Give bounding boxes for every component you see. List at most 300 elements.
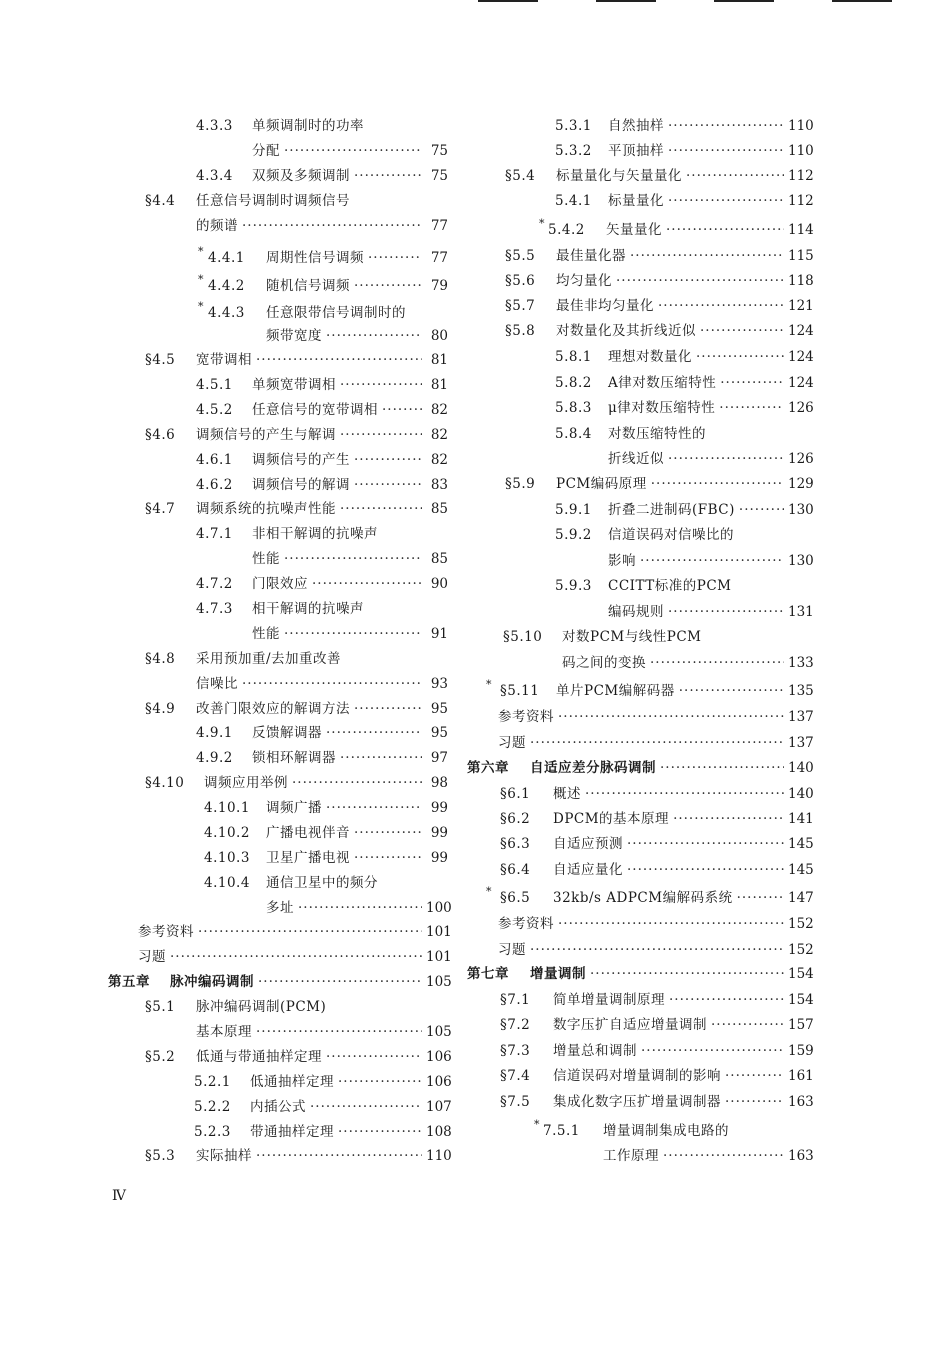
page-number: Ⅳ [112,1188,126,1204]
toc-entry [498,733,814,753]
toc-entry [498,914,814,934]
toc-entry-number: 4.3.4 [196,168,233,184]
toc-entry [555,398,814,418]
toc-entry-page: 110 [426,1148,452,1164]
toc-entry [608,551,814,571]
toc-entry-page: 82 [430,402,448,418]
toc-entry-page: 101 [426,949,452,965]
toc-entry-page: 80 [430,328,448,344]
toc-entry-title: 调频信号的解调 [252,477,350,493]
toc-entry-title: 单片PCM编解码器 [556,683,675,699]
toc-entry-number: §5.8 [505,323,536,339]
toc-entry-number: 4.5.1 [196,377,233,393]
toc-entry-title: 低通抽样定理 [250,1074,334,1090]
toc-entry [500,1041,814,1061]
toc-entry-number: §6.3 [500,836,531,852]
toc-entry-page: 99 [430,800,448,816]
toc-entry-number: 第七章 [467,966,509,982]
toc-entry-number: 第五章 [108,974,150,990]
toc-entry-title: A律对数压缩特性 [608,375,717,391]
toc-entry [498,940,814,960]
toc-entry [467,964,814,984]
toc-entry-title: 调频广播 [266,800,322,816]
toc-leader-dots [666,220,784,240]
toc-entry-title: CCITT标准的PCM [608,578,732,594]
toc-entry-title: 非相干解调的抗噪声 [252,526,378,542]
toc-leader-dots [696,347,784,367]
toc-leader-dots [650,653,784,673]
toc-entry-title: 双频及多频调制 [252,168,350,184]
toc-entry-title: 工作原理 [603,1148,659,1164]
toc-entry-page: 131 [788,604,814,620]
toc-entry-title: 信道误码对增量调制的影响 [553,1068,721,1084]
toc-entry [503,627,810,647]
toc-entry-number: §7.4 [500,1068,531,1084]
toc-entry-title: 自适应差分脉码调制 [530,760,656,776]
toc-leader-dots [585,784,784,804]
toc-entry-page: 112 [788,193,814,209]
toc-entry-number: §4.4 [145,193,176,209]
toc-entry [562,653,814,673]
toc-entry-title: 低通与带通抽样定理 [196,1049,322,1065]
toc-entry-title: 数字压扩自适应增量调制 [553,1017,707,1033]
toc-entry-page: 77 [430,218,448,234]
toc-leader-dots [663,1146,784,1166]
toc-entry-number: §5.3 [145,1148,176,1164]
toc-entry [505,296,814,316]
toc-entry [608,449,814,469]
toc-entry-title: 基本原理 [196,1024,252,1040]
toc-entry-title: 码之间的变换 [562,655,646,671]
toc-entry [505,271,814,291]
toc-entry-title: 脉冲编码调制(PCM) [196,999,327,1015]
toc-entry-page: 106 [426,1049,452,1065]
toc-leader-dots [668,141,784,161]
toc-entry-number: §5.9 [505,476,536,492]
toc-entry-number: §4.7 [145,501,176,517]
toc-leader-dots [686,166,784,186]
toc-entry-page: 81 [430,377,448,393]
toc-entry-title: 性能 [252,626,280,642]
toc-entry [505,474,814,494]
toc-entry-title: 习题 [498,735,526,751]
toc-entry-page: 82 [430,427,448,443]
toc-entry-number: §4.5 [145,352,176,368]
toc-entry-page: 99 [430,825,448,841]
toc-entry-title: 实际抽样 [196,1148,252,1164]
toc-entry-title: 相干解调的抗噪声 [252,601,364,617]
toc-entry [486,678,814,701]
toc-entry-page: 95 [430,725,448,741]
toc-entry-page: 154 [788,966,814,982]
toc-entry-title: 对数PCM与线性PCM [562,629,702,645]
toc-entry-page: 95 [430,701,448,717]
toc-entry-title: 最佳量化器 [556,248,626,264]
toc-entry-number: 4.6.2 [196,477,233,493]
toc-entry-number: §5.6 [505,273,536,289]
toc-entry [534,1118,810,1141]
toc-entry [486,885,814,908]
toc-entry [555,116,814,136]
toc-entry-page: 124 [788,349,814,365]
toc-entry-title: 对数压缩特性的 [608,426,706,442]
toc-entry-title: 性能 [252,551,280,567]
toc-entry-page: 129 [788,476,814,492]
toc-entry [539,217,814,240]
toc-entry-number: §6.5 [500,890,531,906]
toc-entry [555,347,814,367]
toc-entry-page: 140 [788,760,814,776]
toc-entry-title: 参考资料 [138,924,194,940]
toc-entry [500,860,814,880]
toc-entry-number: 4.10.2 [204,825,250,841]
toc-entry-title: 周期性信号调频 [266,250,364,266]
toc-entry-page: 75 [430,143,448,159]
toc-entry-number: 5.2.3 [194,1124,231,1140]
toc-entry-page: 126 [788,451,814,467]
toc-entry-title: 习题 [498,942,526,958]
toc-entry-number: §5.2 [145,1049,176,1065]
toc-entry-title: 的频谱 [196,218,238,234]
optional-marker: * [198,300,204,313]
toc-entry-title: 调频系统的抗噪声性能 [196,501,336,517]
toc-entry-page: 93 [430,676,448,692]
toc-entry-title: 均匀量化 [556,273,612,289]
toc-entry-number: §6.4 [500,862,531,878]
toc-entry-number: 第六章 [467,760,509,776]
toc-entry [555,191,814,211]
toc-entry [498,707,814,727]
toc-entry-page: 130 [788,553,814,569]
toc-entry-page: 114 [788,222,814,238]
toc-entry-title: 多址 [266,900,294,916]
toc-leader-dots [668,449,784,469]
toc-entry-page: 145 [788,862,814,878]
toc-entry-title: 折线近似 [608,451,664,467]
toc-entry [505,321,814,341]
toc-entry-number: 4.10.1 [204,800,250,816]
toc-entry-title: 分配 [252,143,280,159]
toc-entry-page: 81 [430,352,448,368]
toc-leader-dots [725,1066,784,1086]
toc-entry-title: 增量总和调制 [553,1043,637,1059]
toc-entry-page: 110 [788,118,814,134]
toc-entry-title: 反馈解调器 [252,725,322,741]
toc-entry-page: 147 [788,890,814,906]
toc-entry-title: 调频信号的产生 [252,452,350,468]
toc-entry-page: 145 [788,836,814,852]
toc-entry [555,424,810,444]
toc-entry-page: 121 [788,298,814,314]
toc-entry [500,809,814,829]
toc-entry-page: 118 [788,273,814,289]
toc-entry-title: 概述 [553,786,581,802]
toc-entry-number: 5.3.2 [555,143,592,159]
toc-entry-page: 83 [430,477,448,493]
toc-entry-number: §5.11 [500,683,540,699]
toc-entry-number: 4.4.2 [208,278,245,294]
toc-entry-number: §6.2 [500,811,531,827]
toc-entry-number: §5.7 [505,298,536,314]
toc-entry [603,1146,814,1166]
toc-entry-page: 100 [426,900,452,916]
toc-entry-page: 152 [788,942,814,958]
toc-entry-number: 7.5.1 [543,1123,580,1139]
toc-entry-page: 106 [426,1074,452,1090]
toc-entry-number: 5.9.2 [555,527,592,543]
toc-entry-number: §5.4 [505,168,536,184]
toc-entry [500,1092,814,1112]
toc-entry-page: 163 [788,1094,814,1110]
toc-entry-page: 154 [788,992,814,1008]
toc-entry-page: 99 [430,850,448,866]
toc-leader-dots [739,500,784,520]
toc-entry-page: 91 [430,626,448,642]
toc-leader-dots [558,707,784,727]
toc-entry-number: §4.9 [145,701,176,717]
toc-entry-number: 5.4.1 [555,193,592,209]
toc-leader-dots [651,474,784,494]
toc-entry-title: 频带宽度 [266,328,322,344]
toc-leader-dots [679,681,784,701]
optional-marker: * [486,678,492,691]
toc-entry-number: §5.10 [503,629,543,645]
toc-entry-title: 影响 [608,553,636,569]
toc-entry [500,834,814,854]
toc-entry-page: 137 [788,735,814,751]
toc-entry-number: 5.2.1 [194,1074,231,1090]
toc-entry-page: 135 [788,683,814,699]
toc-leader-dots [725,1092,784,1112]
toc-entry-title: 门限效应 [252,576,308,592]
toc-entry [555,576,810,596]
toc-entry-page: 161 [788,1068,814,1084]
toc-entry-title: 参考资料 [498,916,554,932]
toc-entry-page: 137 [788,709,814,725]
toc-entry-title: 带通抽样定理 [250,1124,334,1140]
toc-entry-page: 124 [788,323,814,339]
toc-entry-number: 4.7.1 [196,526,233,542]
toc-entry-number: 4.10.3 [204,850,250,866]
toc-entry-page: 105 [426,974,452,990]
toc-entry-title: 任意限带信号调制时的 [266,305,406,321]
toc-entry-title: 信道误码对信噪比的 [608,527,734,543]
toc-entry-title: 标量量化 [608,193,664,209]
toc-leader-dots [660,758,784,778]
toc-entry-page: 159 [788,1043,814,1059]
toc-leader-dots [627,834,784,854]
toc-leader-dots [668,602,784,622]
toc-entry-number: §7.5 [500,1094,531,1110]
toc-entry-title: 锁相环解调器 [252,750,336,766]
toc-leader-dots [658,296,784,316]
toc-entry-title: 增量调制集成电路的 [603,1123,729,1139]
optional-marker: * [486,885,492,898]
toc-leader-dots [700,321,784,341]
toc-leader-dots [668,116,784,136]
toc-entry-title: 任意信号的宽带调相 [252,402,378,418]
toc-entry-number: 4.10.4 [204,875,250,891]
toc-entry [500,1066,814,1086]
toc-entry-title: 对数量化及其折线近似 [556,323,696,339]
toc-leader-dots [558,914,784,934]
toc-leader-dots [737,888,784,908]
toc-entry-page: 75 [430,168,448,184]
toc-entry-page: 77 [430,250,448,266]
toc-entry-number: 4.7.2 [196,576,233,592]
toc-entry-number: 5.8.2 [555,375,592,391]
toc-entry-number: §7.1 [500,992,531,1008]
toc-entry-title: 集成化数字压扩增量调制器 [553,1094,721,1110]
toc-entry-page: 105 [426,1024,452,1040]
toc-entry-number: 5.8.4 [555,426,592,442]
toc-entry-number: 5.9.3 [555,578,592,594]
toc-entry-page: 130 [788,502,814,518]
toc-leader-dots [590,964,784,984]
toc-entry [555,525,810,545]
toc-leader-dots [669,990,784,1010]
optional-marker: * [539,217,545,230]
toc-entry-number: §4.8 [145,651,176,667]
toc-entry [505,246,814,266]
toc-entry-title: 脉冲编码调制 [170,974,254,990]
toc-leader-dots [673,809,784,829]
toc-entry-page: 157 [788,1017,814,1033]
toc-entry-number: 4.9.2 [196,750,233,766]
toc-entry-number: 4.4.3 [208,305,245,321]
toc-entry-page: 140 [788,786,814,802]
toc-entry [555,141,814,161]
toc-entry-title: 增量调制 [530,966,586,982]
toc-entry-title: 采用预加重/去加重改善 [196,651,342,667]
toc-entry-title: PCM编码原理 [556,476,647,492]
toc-entry-number: 5.8.3 [555,400,592,416]
toc-entry-title: 参考资料 [498,709,554,725]
toc-entry-page: 107 [426,1099,452,1115]
toc-leader-dots [627,860,784,880]
toc-entry-number: §6.1 [500,786,531,802]
toc-entry-number: 5.8.1 [555,349,592,365]
toc-leader-dots [630,246,784,266]
toc-entry-page: 163 [788,1148,814,1164]
toc-entry-title: 卫星广播电视 [266,850,350,866]
toc-entry-page: 133 [788,655,814,671]
toc-entry-title: 理想对数量化 [608,349,692,365]
toc-entry-number: 5.3.1 [555,118,592,134]
optional-marker: * [534,1118,540,1131]
toc-entry-title: 编码规则 [608,604,664,620]
toc-entry-title: DPCM的基本原理 [553,811,670,827]
toc-entry-number: §5.1 [145,999,176,1015]
toc-entry-page: 112 [788,168,814,184]
toc-entry-page: 115 [788,248,814,264]
toc-entry [467,758,814,778]
toc-entry-title: μ律对数压缩特性 [608,400,716,416]
toc-entry-title: 信噪比 [196,676,238,692]
toc-entry-page: 85 [430,501,448,517]
toc-entry-number: 5.4.2 [548,222,585,238]
toc-entry-number: 5.9.1 [555,502,592,518]
toc-entry-title: 平顶抽样 [608,143,664,159]
toc-entry-title: 习题 [138,949,166,965]
toc-leader-dots [719,398,784,418]
toc-entry-page: 90 [430,576,448,592]
toc-entry-page: 98 [430,775,448,791]
toc-entry-title: 通信卫星中的频分 [266,875,378,891]
toc-entry-title: 自适应预测 [553,836,623,852]
toc-entry [555,500,814,520]
toc-entry-number: §7.3 [500,1043,531,1059]
toc-entry-page: 101 [426,924,452,940]
toc-entry [608,602,814,622]
toc-leader-dots [668,191,784,211]
toc-entry [500,1015,814,1035]
toc-entry-page: 124 [788,375,814,391]
toc-entry-number: 4.6.1 [196,452,233,468]
toc-entry-number: §4.6 [145,427,176,443]
toc-leader-dots [530,940,784,960]
toc-entry-title: 宽带调相 [196,352,252,368]
toc-entry-title: 最佳非均匀量化 [556,298,654,314]
toc-leader-dots [616,271,784,291]
toc-entry-page: 79 [430,278,448,294]
toc-entry-number: §7.2 [500,1017,531,1033]
toc-entry-title: 任意信号调制时调频信号 [196,193,350,209]
toc-entry-title: 广播电视伴音 [266,825,350,841]
toc-entry-title: 自然抽样 [608,118,664,134]
toc-entry-page: 97 [430,750,448,766]
toc-leader-dots [641,1041,784,1061]
toc-entry-number: 4.4.1 [208,250,245,266]
toc-entry-number: 4.9.1 [196,725,233,741]
toc-entry-page: 141 [788,811,814,827]
toc-entry-number: 4.3.3 [196,118,233,134]
toc-entry-number: §5.5 [505,248,536,264]
toc-entry-title: 调频应用举例 [204,775,288,791]
optional-marker: * [198,273,204,286]
toc-entry-page: 85 [430,551,448,567]
toc-entry-title: 调频信号的产生与解调 [196,427,336,443]
toc-entry-page: 82 [430,452,448,468]
toc-entry-title: 随机信号调频 [266,278,350,294]
toc-entry-page: 108 [426,1124,452,1140]
toc-leader-dots [530,733,784,753]
toc-leader-dots [711,1015,784,1035]
toc-entry-page: 110 [788,143,814,159]
toc-entry-page: 152 [788,916,814,932]
toc-leader-dots [640,551,784,571]
toc-entry-title: 单频宽带调相 [252,377,336,393]
optional-marker: * [198,245,204,258]
toc-leader-dots [720,373,784,393]
toc-entry-title: 自适应量化 [553,862,623,878]
toc-entry-number: 5.2.2 [194,1099,231,1115]
toc-entry-title: 简单增量调制原理 [553,992,665,1008]
toc-entry [500,784,814,804]
toc-entry-title: 单频调制时的功率 [252,118,364,134]
toc-entry [505,166,814,186]
toc-entry-title: 矢量量化 [606,222,662,238]
toc-entry-page: 126 [788,400,814,416]
toc-entry-title: 32kb/s ADPCM编解码系统 [553,890,733,906]
toc-entry [555,373,814,393]
toc-entry-number: 4.7.3 [196,601,233,617]
toc-entry-title: 内插公式 [250,1099,306,1115]
toc-entry [500,990,814,1010]
toc-entry-number: §4.10 [145,775,185,791]
toc-entry-number: 4.5.2 [196,402,233,418]
toc-entry-title: 折叠二进制码(FBC) [608,502,735,518]
